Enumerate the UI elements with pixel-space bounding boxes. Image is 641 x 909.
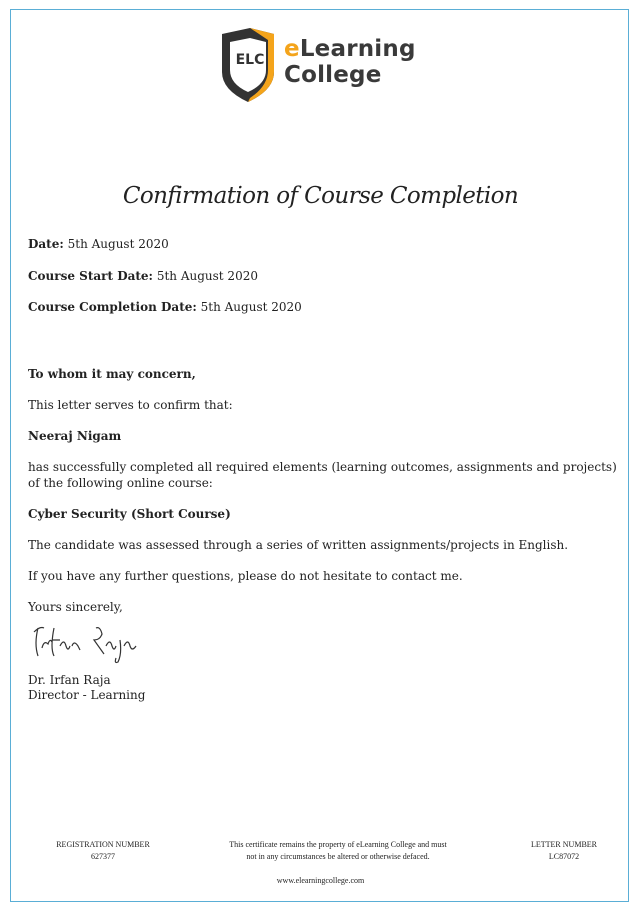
website-link[interactable]: www.elearningcollege.com (276, 876, 365, 885)
completion-text: has successfully completed all required elements (learning outcomes, assignments and projects) of the following online course: (28, 460, 617, 490)
registration-label: REGISTRATION NUMBER (56, 840, 150, 849)
closing-text: Yours sincerely, (28, 600, 123, 614)
logo-badge-text: ELC (235, 52, 265, 68)
logo-wordmark (284, 36, 416, 88)
completion-date-line (28, 299, 302, 315)
completion-date-value: 5th August 2020 (200, 300, 302, 314)
start-date-value: 5th August 2020 (156, 269, 258, 283)
letter-number-value: LC87072 (548, 852, 580, 861)
letter-number-label: LETTER NUMBER (531, 840, 597, 849)
letter-number-block (506, 839, 622, 863)
completion-date-label: Course Completion Date: (28, 300, 197, 314)
date-value: 5th August 2020 (67, 237, 169, 251)
certificate-title: Confirmation of Course Completion (122, 183, 519, 209)
signer-title: Director - Learning (28, 688, 146, 702)
registration-value: 627377 (91, 852, 115, 861)
start-date-line (28, 268, 258, 284)
course-name: Cyber Security (Short Course) (28, 507, 231, 521)
questions-text: If you have any further questions, please do not hesitate to contact me. (28, 569, 463, 583)
start-date-label: Course Start Date: (28, 269, 153, 283)
logo-wordmark-line2: College (284, 62, 382, 88)
handwritten-signature (30, 618, 170, 666)
property-notice (196, 839, 480, 863)
date-label: Date: (28, 237, 64, 251)
date-line (28, 236, 169, 252)
notice-line-1: This certificate remains the property of eLearning College and must (229, 840, 447, 849)
signer-name: Dr. Irfan Raja (28, 673, 111, 687)
registration-block (38, 839, 168, 863)
salutation: To whom it may concern, (28, 367, 196, 381)
logo-wordmark-accent: e (284, 36, 300, 62)
certificate-border (10, 9, 629, 902)
assessment-text: The candidate was assessed through a series of written assignments/projects in English. (28, 538, 569, 552)
elearning-college-logo (220, 28, 430, 104)
notice-line-2: not in any circumstances be altered or otherwise defaced. (246, 852, 430, 861)
logo-wordmark-line1: Learning (299, 36, 416, 62)
intro-text: This letter serves to confirm that: (28, 398, 233, 412)
student-name: Neeraj Nigam (28, 429, 122, 443)
